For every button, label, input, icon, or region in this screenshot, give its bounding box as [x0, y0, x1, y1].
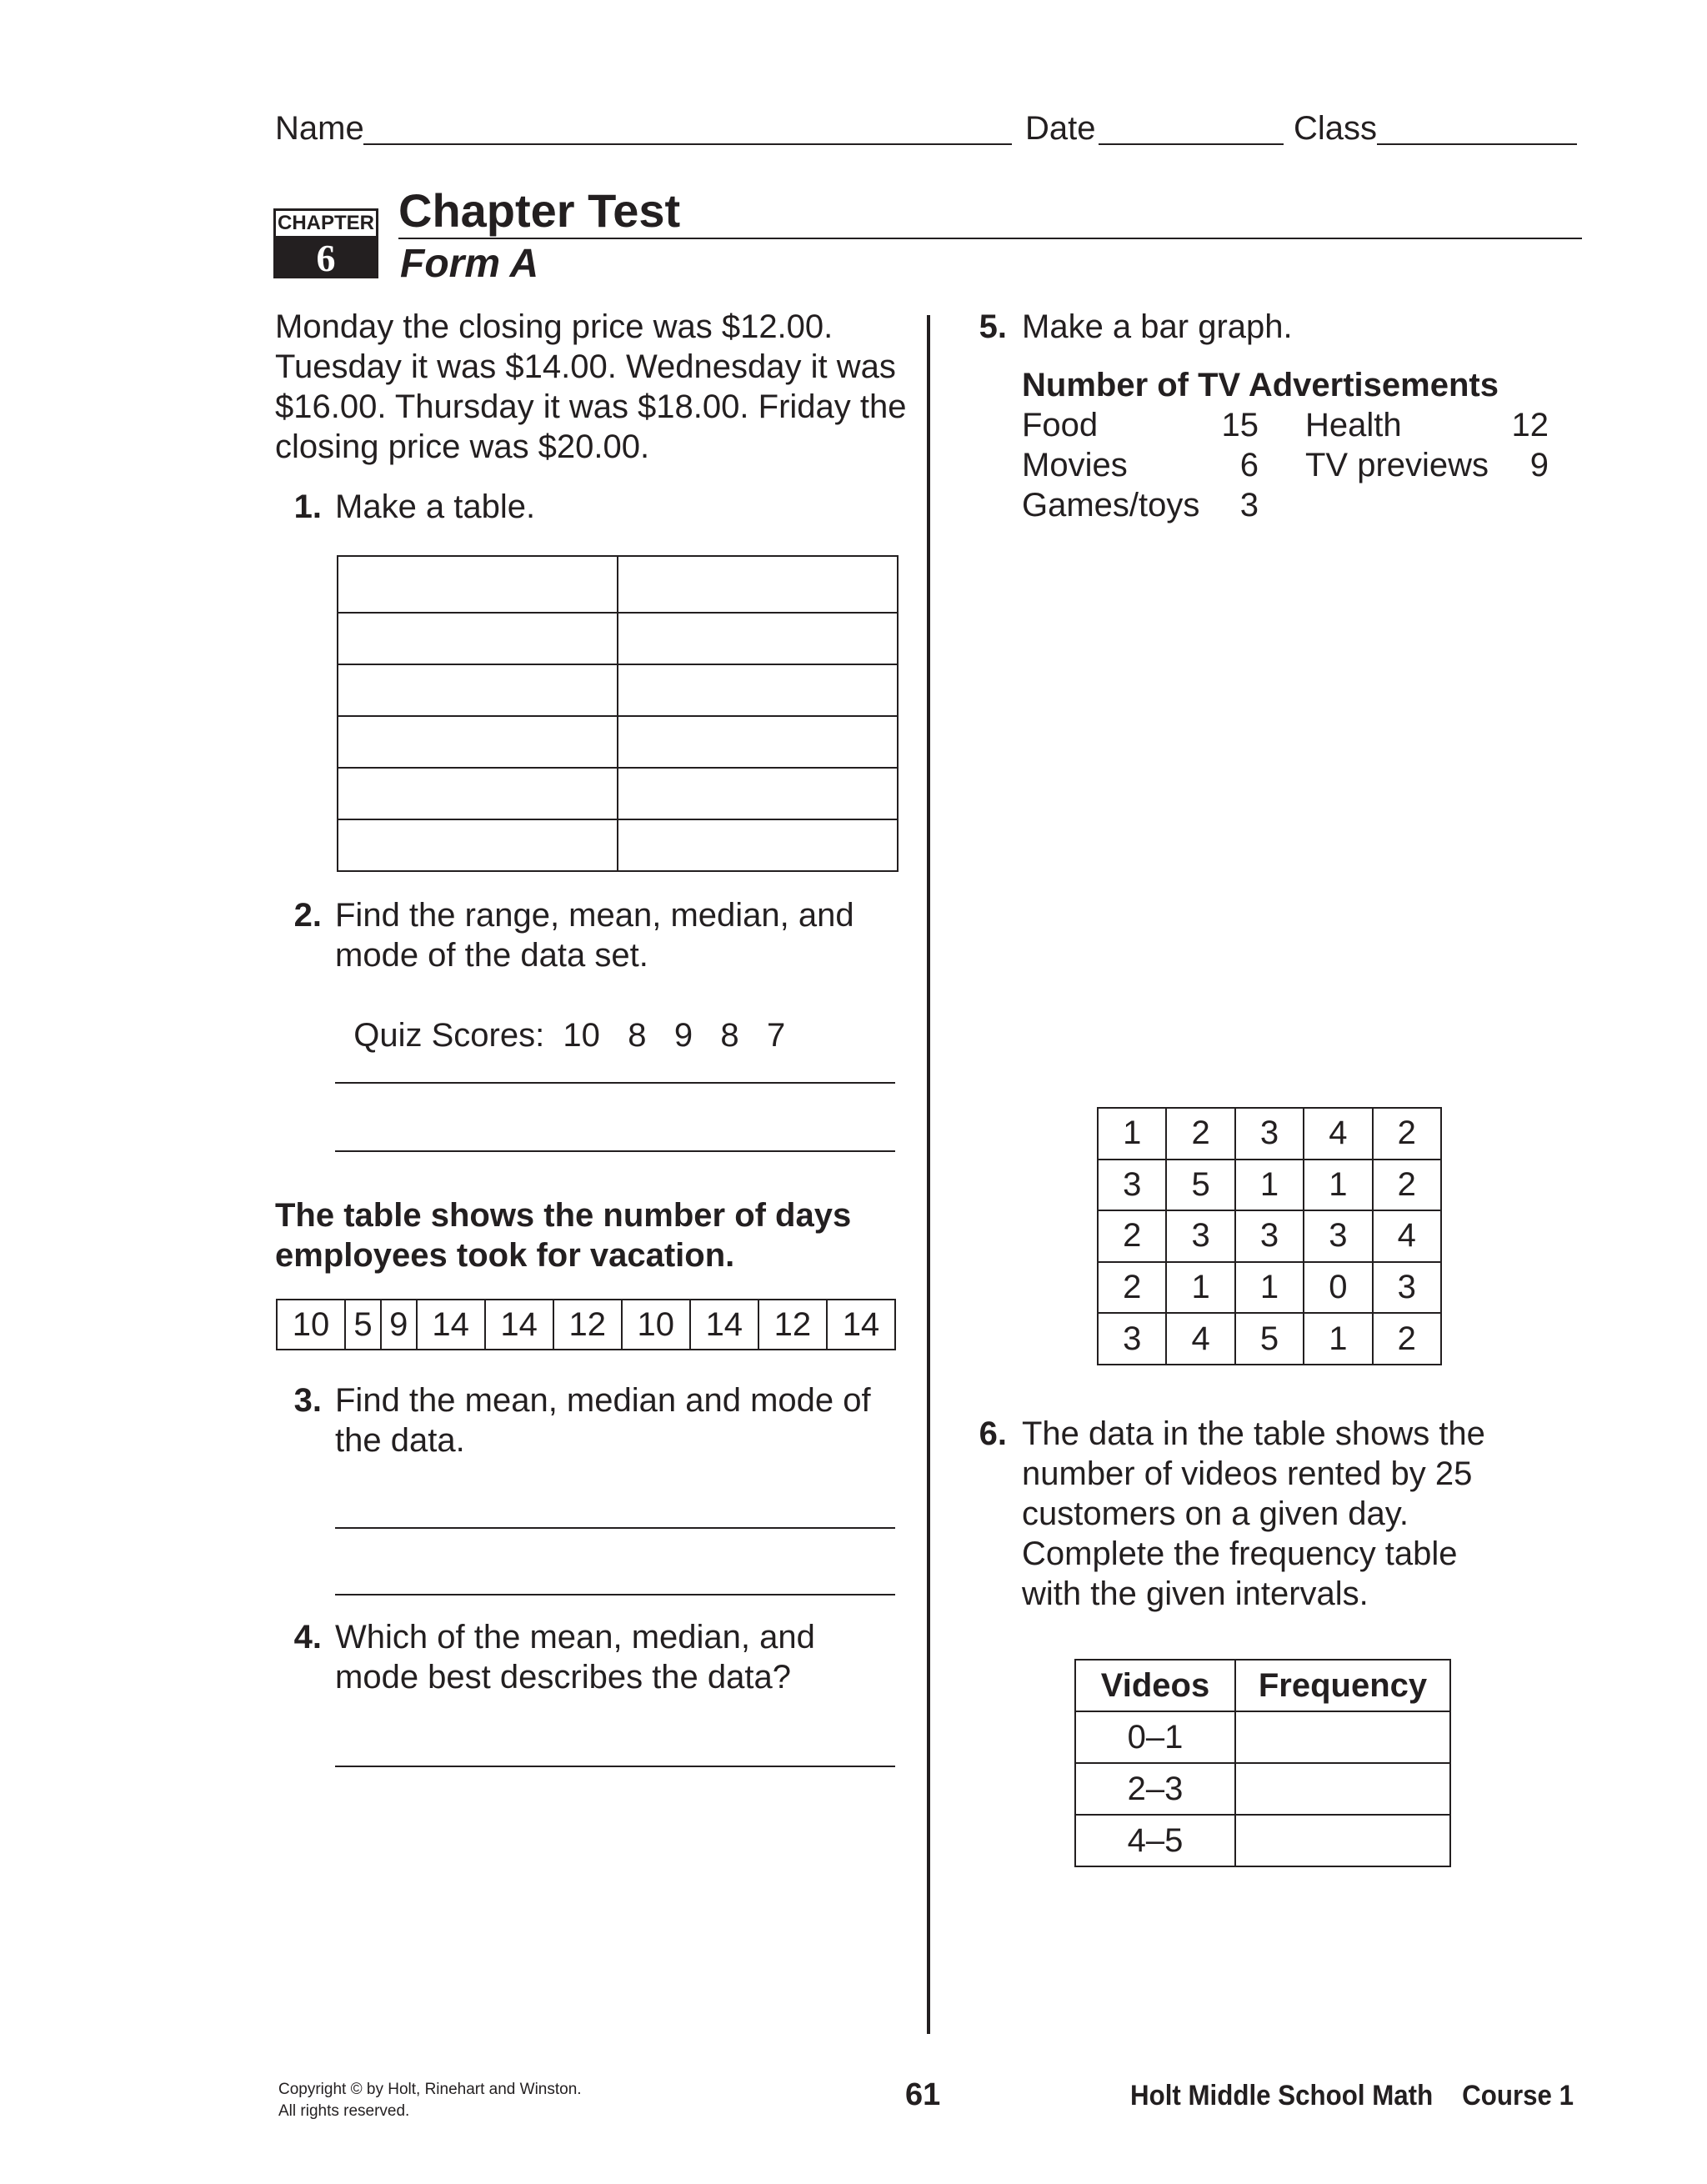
book-title-footer — [1130, 2077, 1574, 2114]
tv-ad-value: 15 — [1221, 407, 1259, 443]
q1-table-cell[interactable] — [338, 716, 618, 768]
frequency-answer-cell[interactable] — [1235, 1711, 1450, 1763]
q2-text: Find the range, mean, median, and mode of the data set. — [335, 897, 854, 974]
tv-ad-label: TV previews — [1305, 447, 1489, 483]
q6-text: The data in the table shows the number of videos rented by 25 customers on a given day. Complete the frequency table with the given intervals. — [1022, 1415, 1485, 1612]
videos-cell: 3 — [1373, 1262, 1441, 1314]
book-title: Holt Middle School Math — [1130, 2080, 1434, 2111]
quiz-scores — [335, 975, 785, 1055]
chapter-number: 6 — [273, 238, 378, 278]
title-rule — [398, 238, 1582, 239]
q1-table-cell[interactable] — [338, 768, 618, 819]
vacation-cell: 10 — [277, 1300, 345, 1350]
videos-cell: 3 — [1098, 1313, 1166, 1365]
videos-cell: 2 — [1373, 1108, 1441, 1160]
tv-ads-title: Number of TV Advertisements — [1022, 367, 1499, 403]
videos-cell: 3 — [1304, 1210, 1372, 1262]
date-field[interactable] — [1099, 143, 1284, 145]
vacation-cell: 14 — [690, 1300, 758, 1350]
q1-table-cell[interactable] — [618, 556, 898, 613]
quiz-scores-label: Quiz Scores: — [353, 1017, 545, 1054]
q4-text: Which of the mean, median, and mode best describes the data? — [335, 1619, 815, 1696]
q1-table-cell[interactable] — [618, 819, 898, 871]
q1-table-cell[interactable] — [338, 819, 618, 871]
q1-number: 1. — [293, 488, 322, 525]
videos-data-table — [1097, 1107, 1442, 1365]
videos-cell: 5 — [1166, 1160, 1234, 1211]
videos-cell: 2 — [1098, 1262, 1166, 1314]
copyright-line: All rights reserved. — [278, 2102, 410, 2120]
frequency-interval: 2–3 — [1075, 1763, 1235, 1815]
tv-ad-value: 9 — [1529, 447, 1549, 483]
q3-answer-line[interactable] — [335, 1594, 895, 1595]
q1-table-cell[interactable] — [338, 556, 618, 613]
frequency-answer-cell[interactable] — [1235, 1815, 1450, 1866]
intro-text: Monday the closing price was $12.00. Tuesday it was $14.00. Wednesday it was $16.00. Thursday it was $18.00. Friday the closing price was $20.00. — [275, 308, 907, 465]
vacation-cell: 12 — [553, 1300, 622, 1350]
videos-cell: 3 — [1235, 1108, 1304, 1160]
videos-cell: 4 — [1304, 1108, 1372, 1160]
copyright — [278, 2079, 582, 2122]
name-field[interactable] — [363, 143, 1012, 145]
q3-text: Find the mean, median and mode of the data. — [335, 1382, 871, 1459]
tv-ad-label: Games/toys — [1022, 487, 1200, 523]
q1-table-cell[interactable] — [618, 768, 898, 819]
frequency-answer-cell[interactable] — [1235, 1763, 1450, 1815]
videos-cell: 1 — [1098, 1108, 1166, 1160]
q6-number: 6. — [979, 1415, 1007, 1452]
videos-cell: 5 — [1235, 1313, 1304, 1365]
frequency-interval: 4–5 — [1075, 1815, 1235, 1866]
videos-cell: 4 — [1373, 1210, 1441, 1262]
frequency-table — [1074, 1659, 1451, 1867]
q1-table-cell[interactable] — [618, 664, 898, 716]
vacation-table — [276, 1299, 896, 1350]
vacation-cell: 5 — [345, 1300, 381, 1350]
videos-cell: 1 — [1166, 1262, 1234, 1314]
quiz-scores-values: 10 8 9 8 7 — [544, 1017, 786, 1054]
vacation-heading: The table shows the number of days employees took for vacation. — [275, 1197, 852, 1274]
vacation-cell: 12 — [758, 1300, 827, 1350]
q4-answer-line[interactable] — [335, 1766, 895, 1767]
vacation-cell: 14 — [485, 1300, 553, 1350]
vacation-cell: 14 — [827, 1300, 895, 1350]
videos-cell: 1 — [1304, 1313, 1372, 1365]
videos-cell: 3 — [1166, 1210, 1234, 1262]
videos-cell: 4 — [1166, 1313, 1234, 1365]
videos-cell: 2 — [1373, 1160, 1441, 1211]
q1-answer-table — [337, 555, 899, 872]
q1-table-cell[interactable] — [618, 716, 898, 768]
videos-cell: 1 — [1235, 1160, 1304, 1211]
page-title: Chapter Test — [398, 184, 681, 237]
q4-number: 4. — [293, 1619, 322, 1656]
videos-cell: 3 — [1098, 1160, 1166, 1211]
tv-ad-label: Food — [1022, 407, 1099, 443]
tv-ad-label: Movies — [1022, 447, 1128, 483]
frequency-header-frequency: Frequency — [1235, 1660, 1450, 1711]
q1-table-cell[interactable] — [618, 613, 898, 664]
vacation-cell: 10 — [622, 1300, 690, 1350]
course-label: Course 1 — [1462, 2080, 1574, 2111]
date-label: Date — [1025, 110, 1096, 147]
column-divider — [927, 315, 930, 2034]
vacation-cell: 14 — [417, 1300, 485, 1350]
q5-number: 5. — [979, 308, 1007, 345]
copyright-line: Copyright © by Holt, Rinehart and Winston. — [278, 2081, 582, 2098]
q1-text: Make a table. — [335, 488, 536, 525]
frequency-interval: 0–1 — [1075, 1711, 1235, 1763]
tv-ad-value: 6 — [1239, 447, 1259, 483]
q2-answer-line[interactable] — [335, 1082, 895, 1084]
name-label: Name — [275, 110, 364, 147]
tv-ad-value: 12 — [1511, 407, 1549, 443]
videos-cell: 2 — [1098, 1210, 1166, 1262]
tv-ad-value: 3 — [1239, 487, 1259, 523]
tv-ad-label: Health — [1305, 407, 1402, 443]
frequency-header-videos: Videos — [1075, 1660, 1235, 1711]
vacation-cell: 9 — [381, 1300, 417, 1350]
q5-text: Make a bar graph. — [1022, 308, 1293, 345]
videos-cell: 3 — [1235, 1210, 1304, 1262]
q3-answer-line[interactable] — [335, 1527, 895, 1529]
videos-cell: 1 — [1235, 1262, 1304, 1314]
videos-cell: 2 — [1373, 1313, 1441, 1365]
videos-cell: 1 — [1304, 1160, 1372, 1211]
page-number: 61 — [905, 2077, 941, 2112]
q2-answer-line[interactable] — [335, 1150, 895, 1152]
class-field[interactable] — [1377, 143, 1577, 145]
class-label: Class — [1294, 110, 1378, 147]
q1-table-cell[interactable] — [338, 613, 618, 664]
q3-number: 3. — [293, 1382, 322, 1419]
form-subtitle: Form A — [400, 242, 539, 286]
chapter-label: CHAPTER — [273, 208, 378, 238]
videos-cell: 0 — [1304, 1262, 1372, 1314]
q2-number: 2. — [293, 897, 322, 934]
q1-table-cell[interactable] — [338, 664, 618, 716]
videos-cell: 2 — [1166, 1108, 1234, 1160]
